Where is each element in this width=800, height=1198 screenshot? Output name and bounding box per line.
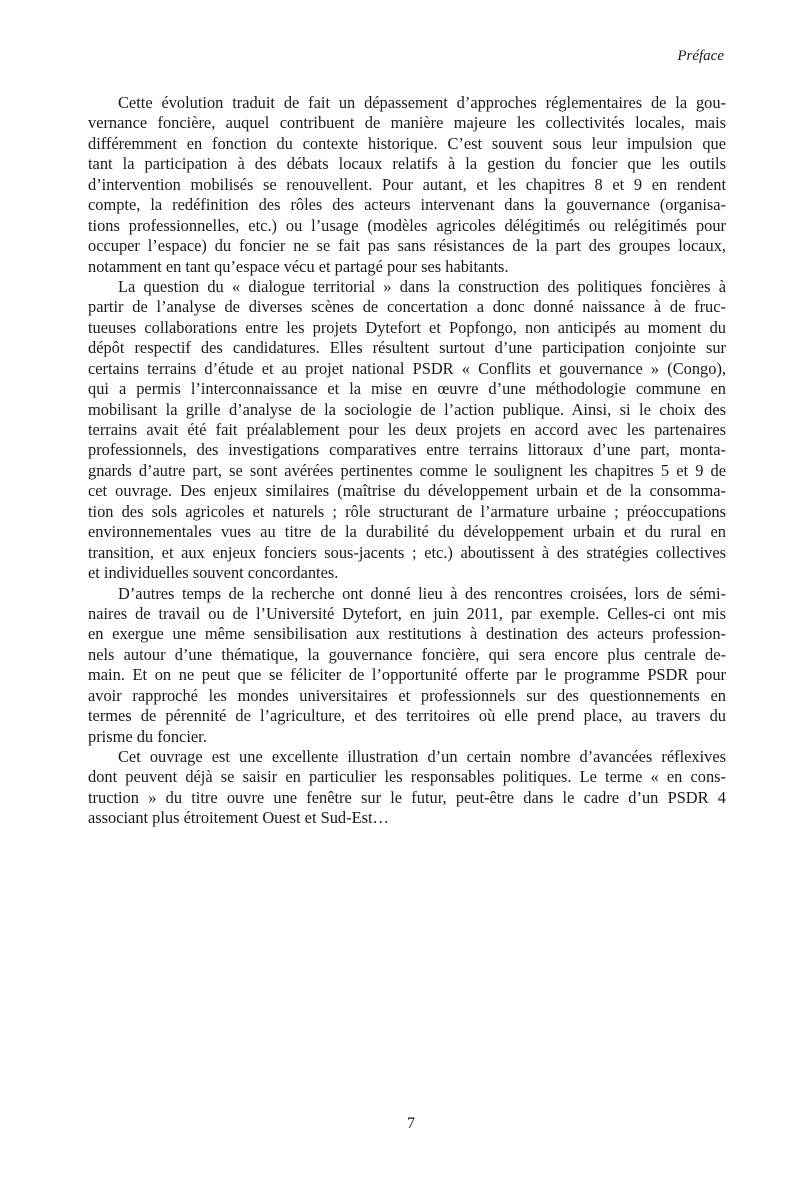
text-line: transition, et aux enjeux fonciers sous-jacents ; etc.) aboutissent à des stratégies collectives: [88, 542, 726, 562]
text-line: différemment en fonction du contexte historique. C’est souvent sous leur impulsion que: [88, 133, 726, 153]
text-line: et individuelles souvent concordantes.: [88, 563, 339, 583]
text-line: nels autour d’une thématique, la gouvernance foncière, qui sera encore plus centrale de-: [88, 644, 726, 664]
text-line: prisme du foncier.: [88, 726, 207, 746]
text-line: certains terrains d’étude et au projet national PSDR « Conflits et gouvernance » (Congo),: [88, 358, 726, 378]
text-line: gnards d’autre part, se sont avérées pertinentes comme le soulignent les chapitres 5 et 9 de: [88, 460, 726, 480]
body-text: [88, 93, 726, 829]
text-line: vernance foncière, auquel contribuent de manière majeure les collectivités locales, mais: [88, 113, 726, 133]
text-line: Cette évolution traduit de fait un dépassement d’approches réglementaires de la gou-: [118, 93, 726, 112]
text-line: terrains avait été fait préalablement pour les deux projets en accord avec les partenaires: [88, 420, 726, 439]
text-line: termes de pérennité de l’agriculture, et des territoires où elle prend place, au travers du: [88, 706, 726, 726]
text-line: D’autres temps de la recherche ont donné lieu à des rencontres croisées, lors de sémi-: [118, 583, 726, 603]
paragraph: [88, 747, 726, 829]
text-line: associant plus étroitement Ouest et Sud-Est…: [88, 808, 389, 828]
text-line: main. Et on ne peut que se féliciter de l’opportunité offerte par le programme PSDR pour: [88, 665, 726, 685]
running-head-title: Préface: [677, 48, 724, 64]
text-line: tions professionnelles, etc.) ou l’usage (modèles agricoles délégitimés ou relégitimés pour: [88, 215, 726, 235]
text-line: tion des sols agricoles et naturels ; rôle structurant de l’armature urbaine ; préoccupations: [88, 501, 726, 521]
paragraph: [88, 93, 726, 277]
paragraph: [88, 277, 726, 584]
page-number: 7: [407, 1115, 415, 1132]
text-line: tant la participation à des débats locaux relatifs à la gestion du foncier que les outils: [88, 154, 726, 174]
text-line: professionnels, des investigations comparatives entre terrains littoraux d’une part, monta-: [88, 440, 726, 460]
text-line: naires de travail ou de l’Université Dytefort, en juin 2011, par exemple. Celles-ci ont mis: [88, 603, 726, 623]
text-line: compte, la redéfinition des rôles des acteurs intervenant dans la gouvernance (organisa-: [88, 195, 726, 215]
text-line: partir de l’analyse de diverses scènes de concertation a donc donné naissance à de fruc-: [88, 297, 726, 317]
text-line: en exergue une même sensibilisation aux restitutions à destination des acteurs profession-: [88, 624, 726, 644]
text-line: Cet ouvrage est une excellente illustration d’un certain nombre d’avancées réflexives: [118, 747, 726, 766]
text-line: notamment en tant qu’espace vécu et partagé pour ses habitants.: [88, 256, 509, 276]
text-line: qui a permis l’interconnaissance et la mise en œuvre d’une méthodologie commune en: [88, 379, 726, 399]
text-line: avoir rapproché les mondes universitaires et professionnels sur des questionnements en: [88, 685, 726, 705]
text-line: d’intervention mobilisés se renouvellent. Pour autant, et les chapitres 8 et 9 en rendent: [88, 174, 726, 194]
text-line: dépôt respectif des candidatures. Elles résultent surtout d’une participation conjointe sur: [88, 338, 726, 358]
text-line: mobilisant la grille d’analyse de la sociologie de l’action publique. Ainsi, si le choix des: [88, 399, 726, 419]
text-line: La question du « dialogue territorial » dans la construction des politiques foncières à: [118, 276, 726, 296]
text-line: dont peuvent déjà se saisir en particulier les responsables politiques. Le terme « en cons-: [88, 767, 726, 787]
text-line: truction » du titre ouvre une fenêtre sur le futur, peut-être dans le cadre d’un PSDR 4: [88, 787, 726, 807]
text-line: occuper l’espace) du foncier ne se fait pas sans résistances de la part des groupes locaux,: [88, 236, 726, 256]
text-line: cet ouvrage. Des enjeux similaires (maîtrise du développement urbain et de la consomma-: [88, 481, 726, 501]
text-line: tueuses collaborations entre les projets Dytefort et Popfongo, non anticipés au moment du: [88, 317, 726, 337]
paragraph: [88, 584, 726, 748]
text-line: environnementales vues au titre de la durabilité du développement urbain et du rural en: [88, 522, 726, 542]
